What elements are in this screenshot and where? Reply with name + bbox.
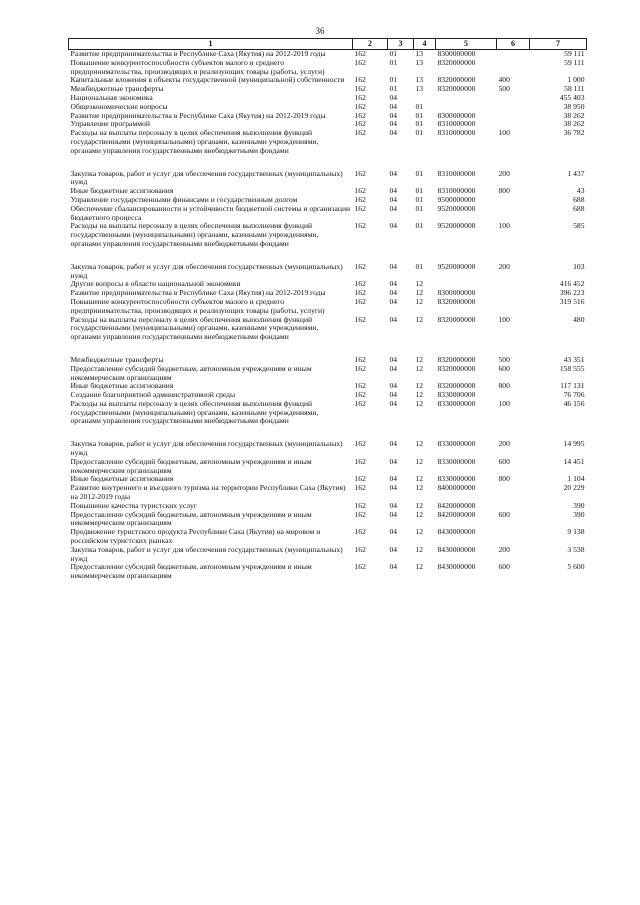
row-ved: 162	[354, 296, 366, 306]
row-section: 04	[389, 398, 398, 408]
row-expense-type: 600	[498, 509, 510, 519]
row-section: 04	[389, 500, 398, 510]
row-name: Управление программой	[70, 119, 150, 129]
header-col-2: 2	[353, 39, 388, 50]
row-ved: 162	[354, 221, 366, 231]
row-expense-type: 200	[498, 439, 510, 449]
row-expense-type	[497, 103, 530, 112]
row-target-article: 8300000000	[437, 288, 476, 298]
row-amount: 390	[573, 509, 585, 519]
row-ved: 162	[354, 110, 366, 120]
row-expense-type: 200	[498, 168, 510, 178]
row-section: 04	[389, 456, 398, 466]
row-name: Межбюджетные трансферты	[70, 354, 164, 364]
row-target-article: 8330000000	[437, 456, 476, 466]
table-row	[69, 528, 587, 546]
table-row	[69, 263, 587, 281]
row-name: Межбюджетные трансферты	[70, 84, 164, 94]
table-row	[69, 222, 587, 248]
row-subsection: 13	[415, 57, 424, 67]
row-subsection: 01	[415, 186, 424, 196]
page-number: 36	[315, 26, 325, 36]
row-name: Повышение качества туристских услуг	[70, 500, 197, 510]
row-amount: 117 131	[560, 381, 585, 391]
row-section: 04	[389, 194, 398, 204]
row-subsection: 12	[415, 509, 424, 519]
row-target-article: 8310000000	[437, 128, 476, 138]
row-name: Повышение конкурентоспособности субъектов малого и среднего предпринимательства, производящих и реализующих товары (работы, услуги)	[70, 296, 325, 315]
row-ved: 162	[354, 509, 366, 519]
row-target-article: 8310000000	[437, 186, 476, 196]
row-amount: 455 403	[559, 92, 585, 102]
row-subsection: 12	[415, 354, 424, 364]
row-target-article: 8330000000	[437, 398, 476, 408]
row-section: 04	[389, 261, 398, 271]
row-section: 04	[389, 483, 398, 493]
row-expense-type: 500	[498, 354, 510, 364]
row-subsection: 01	[415, 110, 424, 120]
row-name: Расходы на выплаты персоналу в целях обеспечения выполнения функций государственными (муниципальными) органами, казенными учреждениями, органами управления государственными внебюджетными фондами	[70, 128, 319, 155]
row-name: Расходы на выплаты персоналу в целях обеспечения выполнения функций государственными (муниципальными) органами, казенными учреждениями, органами управления государственными внебюджетными фондами	[70, 314, 319, 342]
table-row	[69, 205, 587, 223]
row-subsection: 12	[415, 474, 424, 484]
row-name: Обеспечение сбалансированности и устойчивости бюджетной системы и организации бюджетного процесса	[70, 203, 351, 222]
row-section: 04	[389, 314, 398, 324]
table-row	[69, 440, 587, 458]
row-amount: 38 262	[563, 119, 585, 129]
header-col-3: 3	[388, 39, 414, 50]
row-amount: 103	[573, 261, 585, 271]
row-section: 01	[389, 49, 398, 58]
row-ved: 162	[354, 75, 366, 85]
row-ved: 162	[354, 500, 366, 510]
row-target-article: 8420000000	[437, 509, 476, 519]
row-ved: 162	[354, 483, 366, 493]
row-name: Расходы на выплаты персоналу в целях обеспечения выполнения функций государственными (муниципальными) органами, казенными учреждениями, органами управления государственными внебюджетными фондами	[70, 221, 319, 248]
row-name: Продвижение туристского продукта Республики Саха (Якутия) на мировом и российском туристских рынках	[70, 527, 321, 546]
row-target-article	[436, 94, 497, 103]
row-ved: 162	[354, 456, 366, 466]
row-amount: 20 229	[563, 483, 585, 493]
row-ved: 162	[354, 203, 366, 213]
row-expense-type	[497, 94, 530, 103]
row-name: Капитальные вложения в объекты государственной (муниципальной) собственности	[70, 75, 345, 85]
row-subsection: 12	[415, 562, 424, 572]
row-target-article: 8430000000	[437, 527, 476, 537]
row-expense-type	[497, 528, 530, 546]
row-subsection: 12	[415, 390, 424, 400]
row-expense-type: 400	[498, 75, 510, 85]
row-subsection: 01	[415, 128, 424, 138]
row-ved: 162	[354, 288, 366, 298]
row-spacer	[69, 156, 587, 170]
row-amount: 688	[573, 203, 585, 213]
row-section: 04	[389, 509, 398, 519]
row-subsection: 12	[415, 363, 424, 373]
row-target-article: 8310000000	[437, 119, 476, 129]
row-target-article: 8320000000	[437, 296, 476, 306]
row-section: 04	[389, 527, 398, 537]
row-ved: 162	[354, 57, 366, 67]
row-target-article: 8430000000	[437, 544, 476, 554]
table-row	[69, 563, 587, 581]
row-amount: 390	[573, 500, 585, 510]
row-ved: 162	[354, 390, 366, 400]
row-section: 04	[389, 92, 398, 102]
table-body	[69, 50, 587, 582]
row-spacer-cell	[69, 156, 587, 170]
row-name: Закупка товаров, работ и услуг для обеспечения государственных (муниципальных) нужд	[70, 168, 343, 187]
row-section: 01	[389, 57, 398, 67]
row-ved: 162	[354, 354, 366, 364]
row-expense-type	[497, 280, 530, 289]
row-section: 04	[389, 168, 398, 178]
row-amount: 1 437	[567, 168, 585, 178]
row-target-article: 9500000000	[437, 194, 476, 204]
row-amount: 5 600	[567, 562, 585, 572]
row-target-article: 9520000000	[437, 221, 476, 231]
row-target-article: 8420000000	[437, 500, 476, 510]
row-target-article: 8320000000	[437, 354, 476, 364]
row-spacer	[69, 249, 587, 263]
row-ved: 162	[354, 527, 366, 537]
header-row	[69, 39, 587, 50]
row-amount: 688	[573, 194, 585, 204]
row-section: 04	[389, 296, 398, 306]
row-subsection: 12	[415, 527, 424, 537]
row-name: Иные бюджетные ассигнования	[70, 381, 174, 391]
row-section: 04	[389, 221, 398, 231]
row-target-article: 8300000000	[437, 49, 476, 58]
row-subsection: 13	[415, 49, 424, 58]
row-name: Иные бюджетные ассигнования	[70, 474, 174, 484]
row-section: 04	[389, 562, 398, 572]
row-subsection: 13	[415, 75, 424, 85]
row-target-article: 9520000000	[437, 261, 476, 271]
row-ved: 162	[354, 439, 366, 449]
row-spacer	[69, 342, 587, 356]
row-target-article: 8320000000	[437, 381, 476, 391]
row-ved: 162	[354, 261, 366, 271]
row-ved: 162	[354, 92, 366, 102]
row-amount: 14 995	[563, 439, 585, 449]
row-amount: 158 555	[559, 363, 585, 373]
table-row	[69, 458, 587, 476]
row-target-article: 8330000000	[437, 474, 476, 484]
row-name: Другие вопросы в области национальной экономики	[70, 279, 241, 289]
row-subsection: 12	[415, 288, 424, 298]
row-expense-type	[497, 112, 530, 121]
row-section: 04	[389, 110, 398, 120]
row-name: Расходы на выплаты персоналу в целях обеспечения выполнения функций государственными (муниципальными) органами, казенными учреждениями, органами управления государственными внебюджетными фондами	[70, 398, 319, 426]
row-subsection: 12	[415, 296, 424, 306]
row-expense-type: 800	[498, 474, 510, 484]
table-row	[69, 129, 587, 155]
row-amount: 38 950	[563, 101, 585, 111]
row-subsection: 12	[415, 398, 424, 408]
row-name: Национальная экономика	[70, 92, 153, 102]
row-subsection: 12	[415, 381, 424, 391]
row-section: 04	[389, 544, 398, 554]
row-name: Развитие предпринимательства в Республике Саха (Якутия) на 2012-2019 годы	[70, 49, 326, 58]
row-subsection: 01	[415, 101, 424, 111]
row-amount: 9 138	[567, 527, 585, 537]
row-amount: 59 111	[564, 57, 585, 67]
row-subsection: 01	[415, 168, 424, 178]
row-target-article: 8330000000	[437, 439, 476, 449]
row-target-article: 8310000000	[437, 168, 476, 178]
row-name: Закупка товаров, работ и услуг для обеспечения государственных (муниципальных) нужд	[70, 544, 343, 563]
row-expense-type: 200	[498, 544, 510, 554]
row-ved: 162	[354, 186, 366, 196]
row-ved: 162	[354, 562, 366, 572]
row-ved: 162	[354, 314, 366, 324]
row-expense-type: 100	[498, 398, 510, 408]
row-expense-type: 800	[498, 186, 510, 196]
row-target-article: 8320000000	[437, 84, 476, 94]
row-subsection: 01	[415, 221, 424, 231]
row-section: 01	[389, 75, 398, 85]
row-target-article: 8320000000	[437, 75, 476, 85]
table-row	[69, 400, 587, 426]
row-name: Управление государственными финансами и государственным долгом	[70, 194, 298, 204]
row-amount: 14 451	[563, 456, 585, 466]
row-expense-type	[497, 298, 530, 316]
row-expense-type	[497, 484, 530, 502]
table-row	[69, 511, 587, 529]
row-target-article: 8320000000	[437, 57, 476, 67]
header-col-6: 6	[497, 39, 530, 50]
row-section: 04	[389, 186, 398, 196]
row-ved: 162	[354, 49, 366, 58]
table-row	[69, 170, 587, 188]
row-name: Развитие предпринимательства в Республике Саха (Якутия) на 2012-2019 годы	[70, 110, 326, 120]
row-expense-type	[497, 50, 530, 59]
header-col-4: 4	[414, 39, 436, 50]
row-target-article: 8320000000	[437, 314, 476, 324]
row-section: 04	[389, 354, 398, 364]
row-spacer-cell	[69, 426, 587, 440]
row-section: 04	[389, 390, 398, 400]
row-amount: 396 223	[559, 288, 585, 298]
row-name: Предоставление субсидий бюджетным, автономным учреждениям и иным некоммерческим организациям	[70, 509, 312, 528]
row-ved: 162	[354, 84, 366, 94]
row-name: Развитие внутреннего и въездного туризма на территории Республики Саха (Якутия) на 2012-2019 годы	[70, 483, 346, 502]
row-subsection: 01	[415, 194, 424, 204]
row-spacer	[69, 426, 587, 440]
row-amount: 585	[573, 221, 585, 231]
table-row	[69, 298, 587, 316]
row-section: 01	[389, 84, 398, 94]
row-ved: 162	[354, 119, 366, 129]
row-ved: 162	[354, 101, 366, 111]
row-target-article: 8320000000	[437, 363, 476, 373]
row-amount: 43 351	[563, 354, 585, 364]
header-col-5: 5	[436, 39, 497, 50]
row-section: 04	[389, 474, 398, 484]
row-name: Предоставление субсидий бюджетным, автономным учреждениям и иным некоммерческим организациям	[70, 363, 312, 382]
row-subsection: 01	[415, 203, 424, 213]
row-ved: 162	[354, 363, 366, 373]
row-expense-type: 100	[498, 128, 510, 138]
row-section: 04	[389, 439, 398, 449]
row-target-article: 8330000000	[437, 390, 476, 400]
row-target-article: 8400000000	[437, 483, 476, 493]
row-ved: 162	[354, 168, 366, 178]
row-amount: 480	[573, 314, 585, 324]
row-amount: 43	[576, 186, 585, 196]
row-ved: 162	[354, 474, 366, 484]
table-row	[69, 546, 587, 564]
row-name: Повышение конкурентоспособности субъектов малого и среднего предпринимательства, производящих и реализующих товары (работы, услуги)	[70, 57, 325, 76]
row-amount: 46 156	[563, 398, 585, 408]
row-target-article: 8300000000	[437, 110, 476, 120]
row-expense-type: 600	[498, 562, 510, 572]
header-col-1: 1	[69, 39, 353, 50]
row-expense-type: 600	[498, 363, 510, 373]
row-expense-type	[497, 59, 530, 77]
row-section: 04	[389, 119, 398, 129]
row-amount: 416 452	[559, 279, 585, 289]
row-section: 04	[389, 101, 398, 111]
row-subsection: 12	[415, 314, 424, 324]
row-subsection: 12	[415, 483, 424, 493]
row-name: Предоставление субсидий бюджетным, автономным учреждениям и иным некоммерческим организациям	[70, 456, 312, 475]
row-name: Общеэкономические вопросы	[70, 101, 168, 111]
row-expense-type: 500	[498, 84, 510, 94]
row-ved: 162	[354, 381, 366, 391]
row-spacer-cell	[69, 249, 587, 263]
row-subsection: 12	[415, 439, 424, 449]
row-subsection: 12	[415, 279, 424, 289]
header-col-7: 7	[530, 39, 587, 50]
row-ved: 162	[354, 279, 366, 289]
row-amount: 1 104	[567, 474, 585, 484]
row-ved: 162	[354, 194, 366, 204]
row-subsection: 12	[415, 456, 424, 466]
row-name: Закупка товаров, работ и услуг для обеспечения государственных (муниципальных) нужд	[70, 439, 343, 458]
row-ved: 162	[354, 128, 366, 138]
row-name: Закупка товаров, работ и услуг для обеспечения государственных (муниципальных) нужд	[70, 261, 343, 280]
budget-table	[68, 38, 587, 581]
row-name: Развитие предпринимательства в Республике Саха (Якутия) на 2012-2019 годы	[70, 288, 326, 298]
row-expense-type: 800	[498, 381, 510, 391]
row-expense-type: 600	[498, 456, 510, 466]
row-amount: 36 782	[563, 128, 585, 138]
row-amount: 3 538	[567, 544, 585, 554]
row-subsection: 01	[415, 261, 424, 271]
row-ved: 162	[354, 544, 366, 554]
table-row	[69, 484, 587, 502]
row-amount: 76 706	[563, 390, 585, 400]
row-amount: 1 000	[567, 75, 585, 85]
row-expense-type: 100	[498, 314, 510, 324]
row-section: 04	[389, 363, 398, 373]
row-target-article: 9520000000	[437, 203, 476, 213]
row-amount: 319 516	[559, 296, 585, 306]
row-subsection: 13	[415, 84, 424, 94]
table-row	[69, 59, 587, 77]
table-row	[69, 365, 587, 383]
row-target-article: 8430000000	[437, 562, 476, 572]
row-amount: 59 111	[564, 49, 585, 58]
row-expense-type	[497, 289, 530, 298]
row-section: 04	[389, 288, 398, 298]
row-expense-type: 100	[498, 221, 510, 231]
row-subsection: 01	[415, 119, 424, 129]
row-expense-type	[497, 196, 530, 205]
row-expense-type: 200	[498, 261, 510, 271]
row-expense-type	[497, 205, 530, 223]
table-row	[69, 316, 587, 342]
row-section: 04	[389, 128, 398, 138]
row-spacer-cell	[69, 342, 587, 356]
row-subsection: 12	[415, 500, 424, 510]
row-section: 04	[389, 279, 398, 289]
row-ved: 162	[354, 398, 366, 408]
row-section: 04	[389, 203, 398, 213]
row-subsection: 12	[415, 544, 424, 554]
row-amount: 58 111	[564, 84, 585, 94]
row-name: Создание благоприятной административной среды	[70, 390, 236, 400]
row-name: Предоставление субсидий бюджетным, автономным учреждениям и иным некоммерческим организациям	[70, 562, 312, 581]
row-name: Иные бюджетные ассигнования	[70, 186, 174, 196]
row-amount: 38 262	[563, 110, 585, 120]
row-section: 04	[389, 381, 398, 391]
